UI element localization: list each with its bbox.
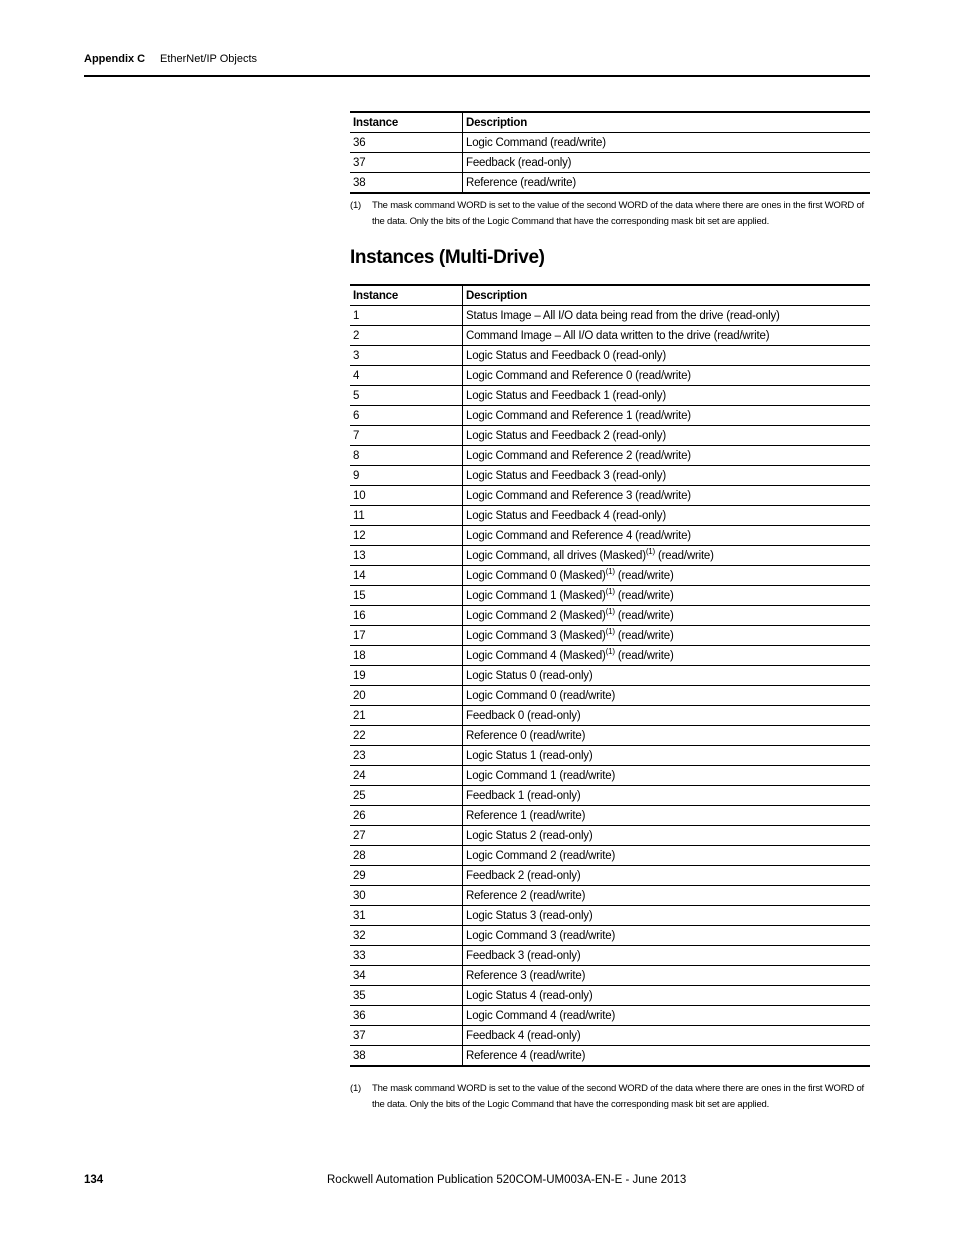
column-header-description: Description xyxy=(463,285,871,306)
instance-cell: 11 xyxy=(350,506,463,526)
instance-cell: 23 xyxy=(350,746,463,766)
instance-cell: 31 xyxy=(350,906,463,926)
description-cell: Logic Status and Feedback 3 (read-only) xyxy=(463,466,871,486)
footnote-marker: (1) xyxy=(605,646,615,656)
description-cell: Logic Status and Feedback 0 (read-only) xyxy=(463,346,871,366)
description-cell: Logic Command 0 (read/write) xyxy=(463,686,871,706)
footnote-marker: (1) xyxy=(605,606,615,616)
page-number: 134 xyxy=(84,1174,104,1186)
description-cell: Reference 2 (read/write) xyxy=(463,886,871,906)
description-cell xyxy=(463,546,871,566)
description-cell xyxy=(463,646,871,666)
instance-cell: 20 xyxy=(350,686,463,706)
table-row xyxy=(350,426,870,446)
description-cell xyxy=(463,606,871,626)
instance-cell: 21 xyxy=(350,706,463,726)
table-row xyxy=(350,926,870,946)
description-cell xyxy=(463,566,871,586)
table-row xyxy=(350,626,870,646)
table-row xyxy=(350,986,870,1006)
description-suffix: (read/write) xyxy=(614,589,674,602)
table-row xyxy=(350,386,870,406)
instances-table-continued xyxy=(350,111,870,194)
instance-cell: 6 xyxy=(350,406,463,426)
footnote-text: The mask command WORD is set to the value of the second WORD of the data where there are ones in the first WORD of the data. Only the bits of the Logic Command that have the corresponding mask bit set are applied. xyxy=(372,200,864,227)
instance-cell: 13 xyxy=(350,546,463,566)
appendix-label: Appendix C xyxy=(84,53,146,65)
description-text: Logic Command, all drives (Masked) xyxy=(466,549,646,562)
description-cell: Logic Status and Feedback 4 (read-only) xyxy=(463,506,871,526)
description-cell: Logic Command and Reference 4 (read/write) xyxy=(463,526,871,546)
description-cell: Reference 1 (read/write) xyxy=(463,806,871,826)
instance-cell: 1 xyxy=(350,306,463,326)
section-name: EtherNet/IP Objects xyxy=(160,53,258,65)
table-row xyxy=(350,566,870,586)
instance-cell: 38 xyxy=(350,1046,463,1067)
table-row xyxy=(350,1026,870,1046)
table-row xyxy=(350,486,870,506)
instance-cell: 18 xyxy=(350,646,463,666)
instance-cell: 7 xyxy=(350,426,463,446)
instance-cell: 27 xyxy=(350,826,463,846)
table-row xyxy=(350,446,870,466)
table-row xyxy=(350,846,870,866)
table-row xyxy=(350,646,870,666)
description-text: Logic Command 3 (Masked) xyxy=(466,629,606,642)
description-cell: Logic Command and Reference 1 (read/write) xyxy=(463,406,871,426)
description-cell: Reference 3 (read/write) xyxy=(463,966,871,986)
description-cell: Logic Status 3 (read-only) xyxy=(463,906,871,926)
description-cell: Feedback (read-only) xyxy=(463,153,871,173)
table-row xyxy=(350,546,870,566)
table-row xyxy=(350,806,870,826)
table-row xyxy=(350,746,870,766)
description-cell: Feedback 4 (read-only) xyxy=(463,1026,871,1046)
description-text: Logic Command 0 (Masked) xyxy=(466,569,606,582)
instance-cell: 12 xyxy=(350,526,463,546)
table-row xyxy=(350,1006,870,1026)
instance-cell: 24 xyxy=(350,766,463,786)
table-row xyxy=(350,966,870,986)
description-cell: Logic Command 3 (read/write) xyxy=(463,926,871,946)
footnote-number: (1) xyxy=(350,200,362,211)
table-header-row xyxy=(350,285,870,306)
footnote-marker: (1) xyxy=(605,586,615,596)
instance-cell: 34 xyxy=(350,966,463,986)
column-header-description: Description xyxy=(463,112,871,133)
description-cell: Logic Status and Feedback 1 (read-only) xyxy=(463,386,871,406)
table-row xyxy=(350,1046,870,1067)
description-cell: Feedback 3 (read-only) xyxy=(463,946,871,966)
instance-cell: 37 xyxy=(350,153,463,173)
description-cell: Logic Status 2 (read-only) xyxy=(463,826,871,846)
description-suffix: (read/write) xyxy=(614,569,674,582)
description-suffix: (read/write) xyxy=(614,629,674,642)
table-row xyxy=(350,306,870,326)
instance-cell: 14 xyxy=(350,566,463,586)
table-header-row xyxy=(350,112,870,133)
table-row xyxy=(350,666,870,686)
table-row xyxy=(350,506,870,526)
table-row xyxy=(350,586,870,606)
description-cell: Logic Command and Reference 0 (read/write) xyxy=(463,366,871,386)
table-row xyxy=(350,686,870,706)
instance-cell: 29 xyxy=(350,866,463,886)
table-row xyxy=(350,766,870,786)
description-suffix: (read/write) xyxy=(614,649,674,662)
instance-cell: 25 xyxy=(350,786,463,806)
table-row xyxy=(350,946,870,966)
multi-drive-instances-table xyxy=(350,284,870,1067)
instance-cell: 30 xyxy=(350,886,463,906)
instance-cell: 35 xyxy=(350,986,463,1006)
table-body xyxy=(350,306,870,1067)
table-row xyxy=(350,153,870,173)
description-cell: Logic Command (read/write) xyxy=(463,133,871,153)
table-row xyxy=(350,526,870,546)
instance-cell: 4 xyxy=(350,366,463,386)
footnote-number: (1) xyxy=(350,1083,362,1094)
description-cell: Command Image – All I/O data written to the drive (read/write) xyxy=(463,326,871,346)
table-row xyxy=(350,886,870,906)
instance-cell: 28 xyxy=(350,846,463,866)
description-cell: Status Image – All I/O data being read from the drive (read-only) xyxy=(463,306,871,326)
footnote-marker: (1) xyxy=(645,546,656,556)
instance-cell: 37 xyxy=(350,1026,463,1046)
table-row xyxy=(350,133,870,153)
instance-cell: 8 xyxy=(350,446,463,466)
description-cell: Logic Status 0 (read-only) xyxy=(463,666,871,686)
description-text: Logic Command 4 (Masked) xyxy=(466,649,606,662)
column-header-instance: Instance xyxy=(350,285,463,306)
instance-cell: 19 xyxy=(350,666,463,686)
description-cell: Logic Command 1 (read/write) xyxy=(463,766,871,786)
description-cell xyxy=(463,586,871,606)
instance-cell: 38 xyxy=(350,173,463,194)
description-text: Logic Command 1 (Masked) xyxy=(466,589,606,602)
instance-cell: 32 xyxy=(350,926,463,946)
instance-cell: 22 xyxy=(350,726,463,746)
instance-cell: 10 xyxy=(350,486,463,506)
table-row xyxy=(350,173,870,194)
instance-cell: 9 xyxy=(350,466,463,486)
description-cell xyxy=(463,626,871,646)
table-row xyxy=(350,326,870,346)
description-cell: Logic Command 2 (read/write) xyxy=(463,846,871,866)
table-row xyxy=(350,706,870,726)
instance-cell: 36 xyxy=(350,1006,463,1026)
description-suffix: (read/write) xyxy=(614,609,674,622)
description-cell: Logic Command 4 (read/write) xyxy=(463,1006,871,1026)
instance-cell: 17 xyxy=(350,626,463,646)
instance-cell: 33 xyxy=(350,946,463,966)
table-body xyxy=(350,133,870,194)
table-row xyxy=(350,726,870,746)
table-row xyxy=(350,346,870,366)
table-row xyxy=(350,906,870,926)
instance-cell: 15 xyxy=(350,586,463,606)
description-cell: Feedback 2 (read-only) xyxy=(463,866,871,886)
footnote-marker: (1) xyxy=(605,626,615,636)
instance-cell: 26 xyxy=(350,806,463,826)
table-row xyxy=(350,606,870,626)
section-title: Instances (Multi-Drive) xyxy=(350,247,545,268)
publication-info: Rockwell Automation Publication 520COM-UM003A-EN-E - June 2013 xyxy=(327,1174,687,1186)
description-cell: Logic Status and Feedback 2 (read-only) xyxy=(463,426,871,446)
description-cell: Reference 0 (read/write) xyxy=(463,726,871,746)
description-cell: Logic Status 1 (read-only) xyxy=(463,746,871,766)
instance-cell: 16 xyxy=(350,606,463,626)
description-cell: Logic Command and Reference 3 (read/write) xyxy=(463,486,871,506)
footnote-marker: (1) xyxy=(605,566,615,576)
table-row xyxy=(350,406,870,426)
description-cell: Reference (read/write) xyxy=(463,173,871,194)
instance-cell: 5 xyxy=(350,386,463,406)
description-cell: Feedback 0 (read-only) xyxy=(463,706,871,726)
table-row xyxy=(350,826,870,846)
instance-cell: 3 xyxy=(350,346,463,366)
footnote-text: The mask command WORD is set to the value of the second WORD of the data where there are ones in the first WORD of the data. Only the bits of the Logic Command that have the corresponding mask bit set are applied. xyxy=(372,1083,864,1110)
description-cell: Logic Command and Reference 2 (read/write) xyxy=(463,446,871,466)
page-header xyxy=(84,53,870,77)
description-cell: Feedback 1 (read-only) xyxy=(463,786,871,806)
description-text: Logic Command 2 (Masked) xyxy=(466,609,606,622)
description-cell: Logic Status 4 (read-only) xyxy=(463,986,871,1006)
table-row xyxy=(350,366,870,386)
description-suffix: (read/write) xyxy=(655,549,714,562)
table-row xyxy=(350,786,870,806)
table-row xyxy=(350,866,870,886)
column-header-instance: Instance xyxy=(350,112,463,133)
instance-cell: 36 xyxy=(350,133,463,153)
description-cell: Reference 4 (read/write) xyxy=(463,1046,871,1067)
instance-cell: 2 xyxy=(350,326,463,346)
table-row xyxy=(350,466,870,486)
